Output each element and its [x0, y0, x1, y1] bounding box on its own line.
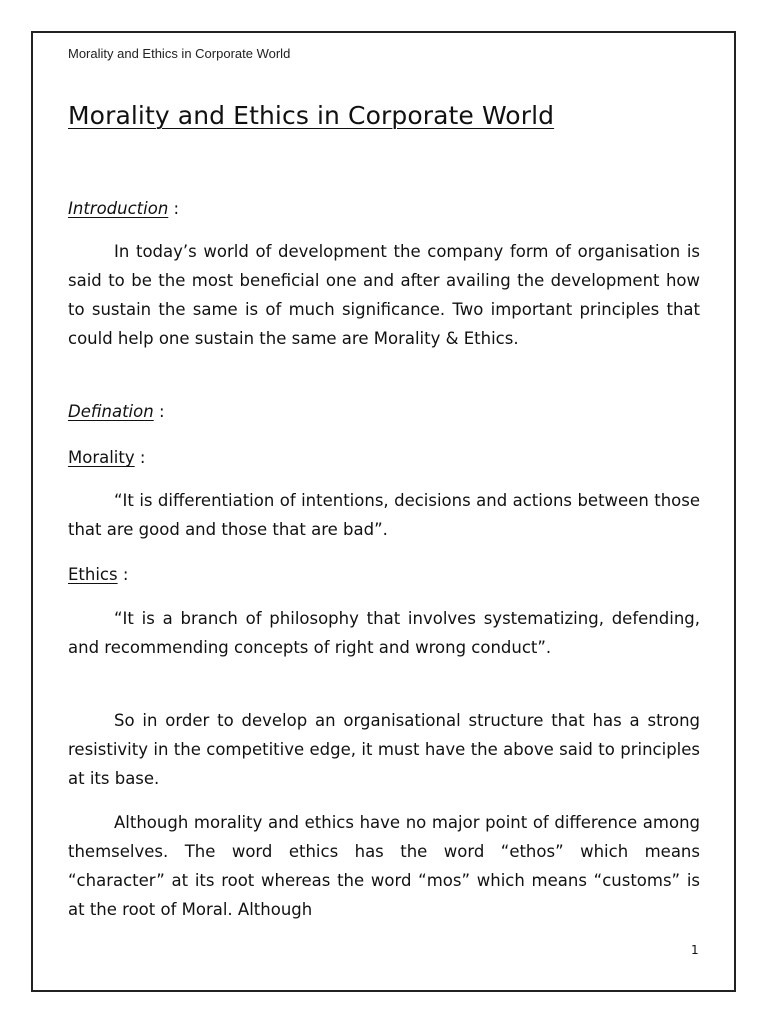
ethics-heading	[68, 560, 128, 589]
page-number: 1	[691, 943, 699, 957]
ethics-heading-separator: :	[117, 565, 129, 584]
ethics-heading-label: Ethics	[68, 565, 118, 584]
introduction-heading-separator: :	[168, 199, 180, 218]
introduction-heading-label: Introduction	[68, 199, 169, 218]
definition-heading	[68, 397, 165, 426]
morality-quote: “It is differentiation of intentions, decisions and actions between those that are good and those that are bad”.	[68, 491, 700, 539]
morality-heading	[68, 443, 145, 472]
morality-ethics-difference-paragraph: Although morality and ethics have no major point of difference among themselves. The word ethics has the word “ethos” which means “character” at its root whereas the word “mos” which means “customs” is at the root of Moral. Although	[68, 813, 700, 919]
running-header: Morality and Ethics in Corporate World	[68, 46, 291, 61]
document-title: Morality and Ethics in Corporate World	[68, 101, 555, 130]
morality-heading-label: Morality	[68, 448, 135, 467]
morality-heading-separator: :	[134, 448, 146, 467]
organisational-structure-paragraph: So in order to develop an organisational structure that has a strong resistivity in the competitive edge, it must have the above said to principles at its base.	[68, 711, 700, 788]
definition-heading-separator: :	[153, 402, 165, 421]
introduction-heading	[68, 194, 179, 223]
definition-heading-label: Defination	[68, 402, 154, 421]
ethics-quote: “It is a branch of philosophy that involves systematizing, defending, and recommending concepts of right and wrong conduct”.	[68, 609, 700, 657]
introduction-paragraph: In today’s world of development the company form of organisation is said to be the most beneficial one and after availing the development how to sustain the same is of much significance. Two important principles that could help one sustain the same are Morality & Ethics.	[68, 242, 700, 348]
